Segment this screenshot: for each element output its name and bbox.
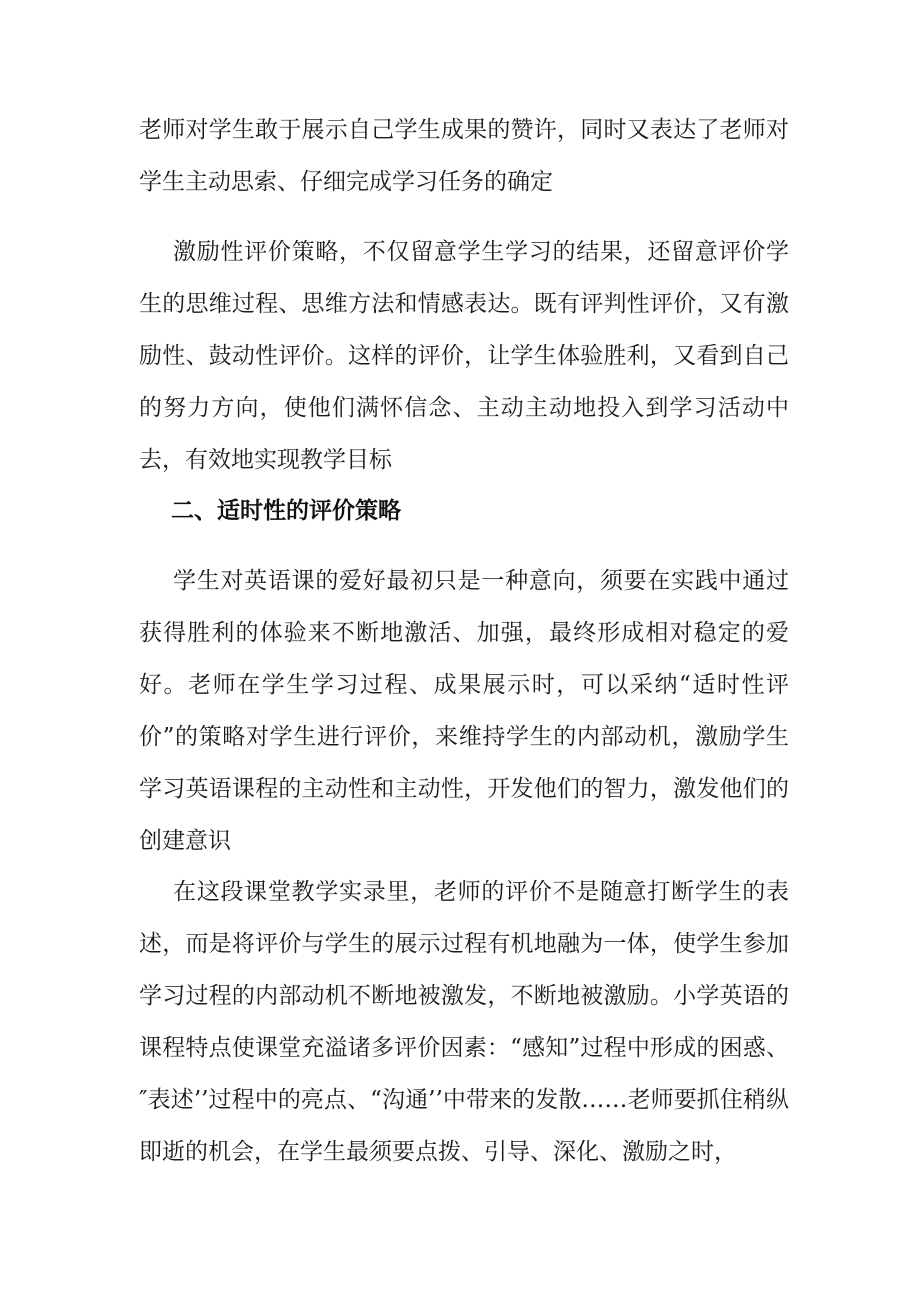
paragraph-classroom-record: 在这段课堂教学实录里，老师的评价不是随意打断学生的表述，而是将评价与学生的展示过程有机地融为一体，使学生参加学习过程的内部动机不断地被激发，不断地被激励。小学英语的课程特点使课堂充溢诸多评价因素：“感知”过程中形成的困惑、″表述’’过程中的亮点、“沟通’’中带来的发散……老师要抓住稍纵即逝的机会，在学生最须要点拨、引导、深化、激励之时， bbox=[139, 879, 789, 1165]
paragraph-incentive-evaluation: 激励性评价策略，不仅留意学生学习的结果，还留意评价学生的思维过程、思维方法和情感表达。既有评判性评价，又有激励性、鼓动性评价。这样的评价，让学生体验胜利，又看到自己的努力方向，使他们满怀信念、主动主动地投入到学习活动中去，有效地实现教学目标 bbox=[139, 239, 789, 473]
section-heading: 二、适时性的评价策略 bbox=[171, 498, 401, 524]
paragraph-praise-affirmation: 老师对学生敢于展示自己学生成果的赞许，同时又表达了老师对学生主动思索、仔细完成学习任务的确定 bbox=[139, 117, 789, 195]
paragraph-timely-evaluation: 学生对英语课的爱好最初只是一种意向，须要在实践中通过获得胜利的体验来不断地激活、加强，最终形成相对稳定的爱好。老师在学生学习过程、成果展示时，可以采纳“适时性评价”的策略对学生进行评价，来维持学生的内部动机，激励学生学习英语课程的主动性和主动性，开发他们的智力，激发他们的创建意识 bbox=[139, 568, 789, 854]
